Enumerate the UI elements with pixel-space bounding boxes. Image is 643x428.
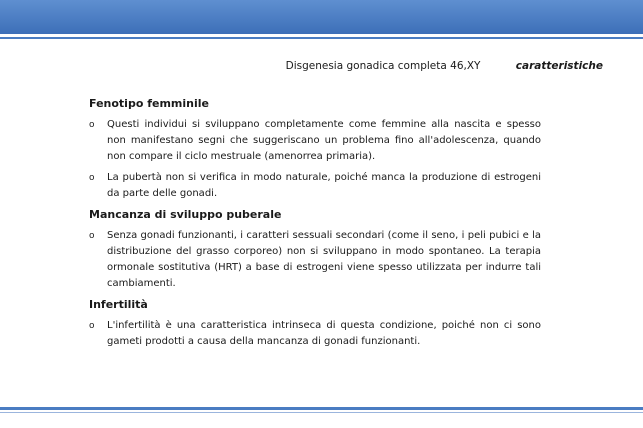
document-subtitle: caratteristiche	[515, 60, 603, 72]
bullet-marker: o	[89, 173, 95, 183]
list-item-text: Senza gonadi funzionanti, i caratteri sessuali secondari (come il seno, i peli pubici e la distribuzione del grasso corporeo) non si sviluppano in modo spontaneo. La terapia ormonale sostitutiva (HRT) a base di estrogeni viene spesso utilizzata per indurre tali cambiamenti.	[107, 230, 541, 289]
section-heading: Fenotipo femminile	[89, 97, 209, 110]
footer-rule	[0, 407, 643, 410]
section-heading: Infertilità	[89, 298, 148, 311]
header-rule	[0, 37, 643, 39]
list-item-text: La pubertà non si verifica in modo naturale, poiché manca la produzione di estrogeni da parte delle gonadi.	[107, 172, 541, 199]
bullet-list	[89, 318, 541, 350]
bullet-marker: o	[89, 321, 95, 331]
list-item-text: L'infertilità è una caratteristica intrinseca di questa condizione, poiché non ci sono gameti prodotti a causa della mancanza di gonadi funzionanti.	[107, 320, 541, 347]
list-item	[89, 170, 541, 202]
bullet-marker: o	[89, 231, 95, 241]
list-item	[89, 228, 541, 292]
list-item	[89, 318, 541, 350]
section-heading: Mancanza di sviluppo puberale	[89, 208, 282, 221]
section-sviluppo	[89, 207, 541, 292]
slide-content	[89, 96, 541, 355]
header-band	[0, 0, 643, 34]
slide-header	[286, 60, 603, 72]
list-item-text: Questi individui si sviluppano completamente come femmine alla nascita e spesso non manifestano segni che suggeriscano un problema fino all'adolescenza, quando non compare il ciclo mestruale (amenorrea primaria).	[107, 119, 541, 162]
section-infertilita	[89, 297, 541, 350]
footer-rule-thin	[0, 412, 643, 413]
bullet-list	[89, 117, 541, 202]
list-item	[89, 117, 541, 165]
bullet-list	[89, 228, 541, 292]
document-title: Disgenesia gonadica completa 46,XY	[285, 60, 481, 72]
bullet-marker: o	[89, 120, 95, 130]
section-fenotipo	[89, 96, 541, 202]
